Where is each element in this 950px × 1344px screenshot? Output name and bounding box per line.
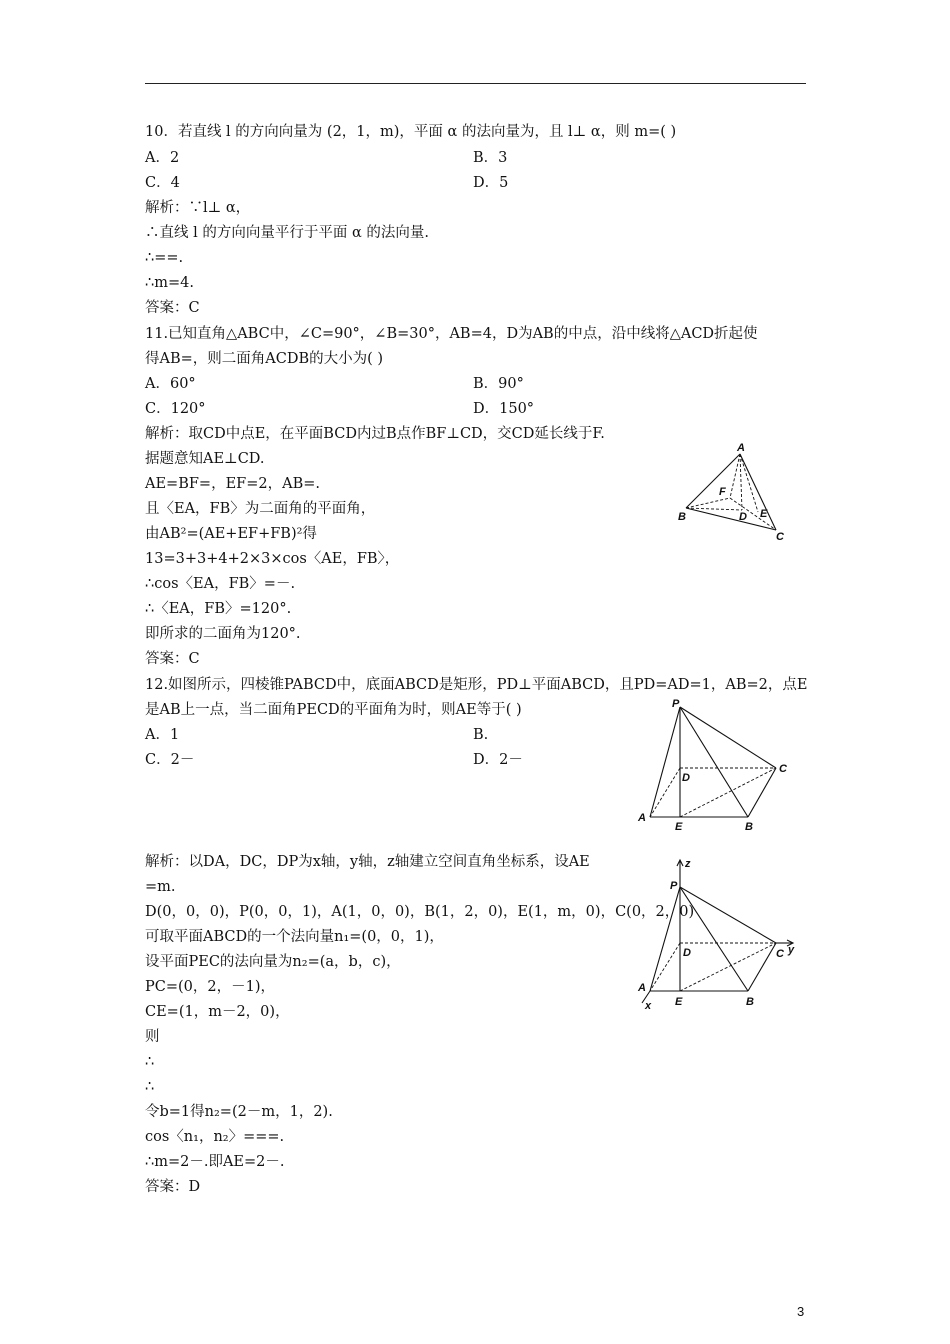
label-d: D bbox=[682, 772, 690, 784]
q10-solution-line: 解析：∵l⊥ α， bbox=[145, 200, 251, 216]
q12-solution-line: cos〈n₁，n₂〉===. bbox=[145, 1129, 285, 1145]
label-b: B bbox=[745, 821, 753, 833]
edge-pb bbox=[680, 887, 748, 991]
edge-pc bbox=[680, 887, 776, 943]
label-e: E bbox=[760, 508, 768, 520]
q12-solution-line: ∴ bbox=[145, 1054, 155, 1070]
q11-solution-line: 解析：取CD中点E，在平面BCD内过B点作BF⊥CD，交CD延长线于F. bbox=[145, 426, 605, 442]
q11-stem: 11.已知直角△ABC中，∠C=90°，∠B=30°，AB=4，D为AB的中点，沿中线将△ACD折起使 bbox=[145, 326, 758, 342]
edge-fc bbox=[730, 498, 776, 530]
page-number: 3 bbox=[797, 1304, 805, 1319]
q12-option-b: B. bbox=[473, 727, 489, 743]
q11-stem: 得AB=，则二面角ACDB的大小为( ) bbox=[145, 351, 384, 367]
q12-solution-line: ∴ bbox=[145, 1079, 155, 1095]
pyramid-figure bbox=[630, 695, 800, 835]
edge-af bbox=[730, 454, 740, 498]
q11-answer: 答案：C bbox=[145, 651, 200, 667]
edge-ab bbox=[686, 454, 740, 508]
edge-pa bbox=[650, 707, 680, 817]
edge-bf bbox=[686, 498, 730, 508]
q12-solution-line: 解析：以DA，DC，DP为x轴，y轴，z轴建立空间直角坐标系，设AE bbox=[145, 854, 590, 870]
label-d: D bbox=[683, 947, 691, 959]
label-b: B bbox=[678, 511, 686, 523]
edge-pa bbox=[650, 887, 680, 991]
label-a: A bbox=[638, 812, 646, 824]
q11-solution-line: AE=BF=，EF=2，AB=. bbox=[145, 476, 320, 492]
label-e: E bbox=[675, 821, 683, 833]
q12-option-a: A．1 bbox=[145, 727, 180, 743]
label-a: A bbox=[638, 982, 646, 994]
q11-option-b: B．90° bbox=[473, 376, 524, 392]
q11-option-a: A．60° bbox=[145, 376, 196, 392]
edge-da bbox=[650, 943, 680, 991]
q10-solution-line: ∴直线 l 的方向向量平行于平面 α 的法向量. bbox=[145, 225, 429, 241]
edge-ae bbox=[740, 454, 758, 512]
q11-solution-line: 且〈EA，FB〉为二面角的平面角， bbox=[145, 501, 376, 517]
q10-option-a: A．2 bbox=[145, 150, 180, 166]
q12-stem: 12.如图所示，四棱锥PABCD中，底面ABCD是矩形，PD⊥平面ABCD，且PD=AD=1，AB=2，点E bbox=[145, 677, 808, 693]
label-f: F bbox=[719, 486, 726, 498]
q12-solution-line: =m. bbox=[145, 879, 176, 895]
q11-option-d: D．150° bbox=[473, 401, 535, 417]
label-d: D bbox=[739, 511, 747, 523]
edge-da bbox=[650, 768, 680, 817]
q10-option-d: D．5 bbox=[473, 175, 509, 191]
label-z: z bbox=[685, 858, 691, 870]
q10-answer: 答案：C bbox=[145, 300, 200, 316]
q12-option-d: D．2－ bbox=[473, 752, 523, 768]
label-e: E bbox=[675, 996, 683, 1008]
q12-solution-line: D(0，0，0)，P(0，0，1)，A(1，0，0)，B(1，2，0)，E(1，m，0)，C(0，2，0) bbox=[145, 904, 695, 920]
q12-solution-line: 可取平面ABCD的一个法向量n₁=(0，0，1)， bbox=[145, 929, 444, 945]
label-c: C bbox=[779, 763, 787, 775]
edge-pc bbox=[680, 707, 776, 768]
q10-solution-line: ∴m=4. bbox=[145, 275, 194, 291]
edge-pb bbox=[680, 707, 748, 817]
header-rule bbox=[145, 83, 806, 84]
q12-answer: 答案：D bbox=[145, 1179, 201, 1195]
q11-option-c: C．120° bbox=[145, 401, 206, 417]
q11-solution-line: ∴cos〈EA，FB〉=－. bbox=[145, 576, 296, 592]
q11-solution-line: 13=3+3+4+2×3×cos〈AE，FB〉， bbox=[145, 551, 400, 567]
folded-triangle-figure bbox=[670, 440, 800, 550]
q11-solution-line: 据题意知AE⊥CD. bbox=[145, 451, 265, 467]
q10-solution-line: ∴==. bbox=[145, 250, 184, 266]
q10-stem: 10．若直线 l 的方向向量为 (2，1，m)，平面 α 的法向量为，且 l⊥ α，则 m=( ) bbox=[145, 124, 677, 140]
label-p: P bbox=[670, 880, 678, 892]
coordinate-pyramid-figure bbox=[630, 855, 800, 1015]
q12-solution-line: 则 bbox=[145, 1029, 160, 1045]
q12-solution-line: CE=(1，m－2，0)， bbox=[145, 1004, 290, 1020]
label-y: y bbox=[788, 944, 795, 956]
q12-solution-line: 设平面PEC的法向量为n₂=(a，b，c)， bbox=[145, 954, 401, 970]
edge-ad bbox=[740, 454, 742, 510]
label-b: B bbox=[746, 996, 754, 1008]
q12-solution-line: ∴m=2－.即AE=2－. bbox=[145, 1154, 285, 1170]
q11-solution-line: 由AB²=(AE+EF+FB)²得 bbox=[145, 526, 317, 542]
q12-option-c: C．2－ bbox=[145, 752, 195, 768]
label-p: P bbox=[672, 698, 680, 710]
q10-option-c: C．4 bbox=[145, 175, 180, 191]
label-a: A bbox=[737, 442, 745, 454]
q11-solution-line: ∴〈EA，FB〉=120°. bbox=[145, 601, 292, 617]
label-c: C bbox=[776, 531, 784, 543]
label-x: x bbox=[645, 1000, 652, 1012]
q11-solution-line: 即所求的二面角为120°. bbox=[145, 626, 301, 642]
q12-solution-line: PC=(0，2，－1)， bbox=[145, 979, 275, 995]
q10-option-b: B．3 bbox=[473, 150, 508, 166]
q12-stem: 是AB上一点，当二面角PECD的平面角为时，则AE等于( ) bbox=[145, 702, 522, 718]
q12-solution-line: 令b=1得n₂=(2－m，1，2). bbox=[145, 1104, 333, 1120]
label-c: C bbox=[776, 948, 784, 960]
